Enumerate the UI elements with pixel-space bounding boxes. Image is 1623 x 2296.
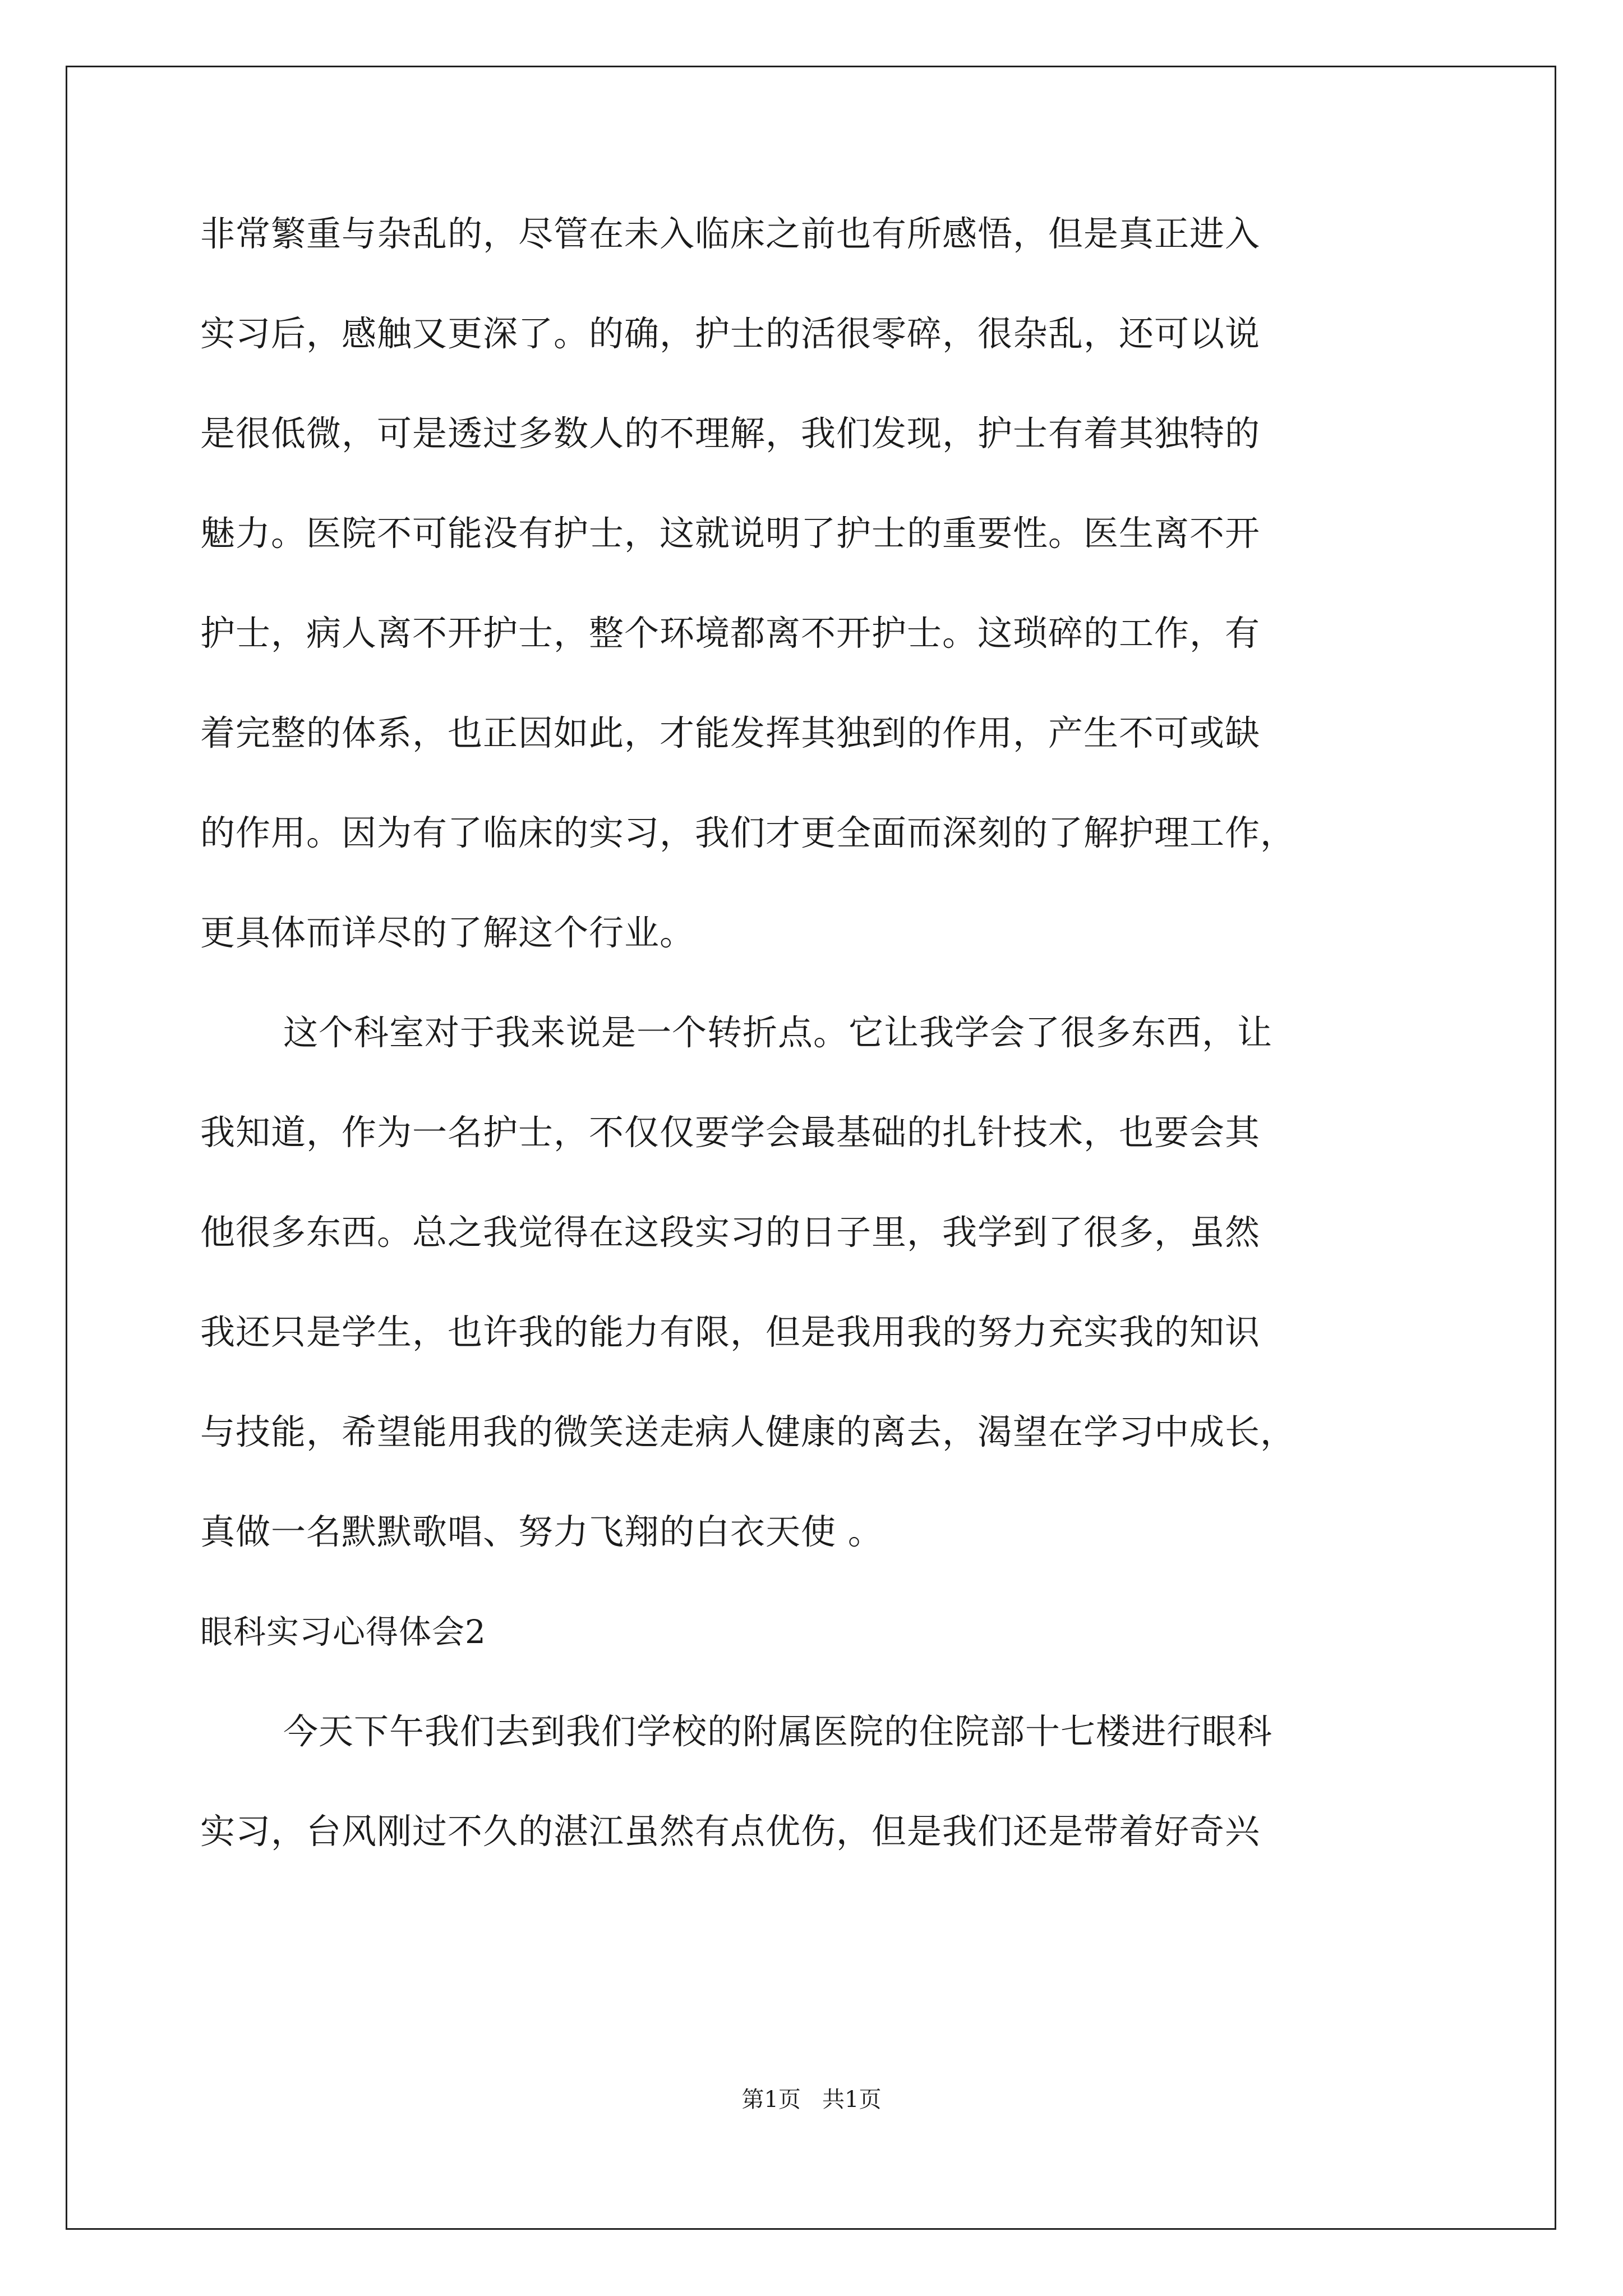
- text-line: 着完整的体系，也正因如此，才能发挥其独到的作用，产生不可或缺: [200, 712, 1261, 753]
- text-line: 我还只是学生，也许我的能力有限，但是我用我的努力充实我的知识: [200, 1312, 1261, 1352]
- text-line: 的作用。因为有了临床的实习，我们才更全面而深刻的了解护理工作，: [200, 812, 1296, 853]
- text-line: 魅力。医院不可能没有护士，这就说明了护士的重要性。医生离不开: [200, 513, 1261, 554]
- document-body: [200, 214, 1428, 1912]
- text-line: 他很多东西。总之我觉得在这段实习的日子里，我学到了很多，虽然: [200, 1212, 1261, 1253]
- section-heading: 眼科实习心得体会2: [200, 1613, 486, 1651]
- text-line: 实习后，感触又更深了。的确，护士的活很零碎，很杂乱，还可以说: [200, 313, 1261, 354]
- text-line: 护士，病人离不开护士，整个环境都离不开护士。这琐碎的工作，有: [200, 613, 1261, 654]
- text-line: 实习，台风刚过不久的湛江虽然有点优伤，但是我们还是带着好奇兴: [200, 1811, 1261, 1852]
- text-line: 今天下午我们去到我们学校的附属医院的住院部十七楼进行眼科: [283, 1711, 1273, 1752]
- text-line: 我知道，作为一名护士，不仅仅要学会最基础的扎针技术，也要会其: [200, 1112, 1261, 1153]
- text-line: 非常繁重与杂乱的，尽管在未入临床之前也有所感悟，但是真正进入: [200, 213, 1261, 254]
- text-line: 更具体而详尽的了解这个行业。: [200, 912, 695, 953]
- page-number-footer: 第1页 共1页: [741, 2087, 882, 2113]
- paragraph-2: [200, 1013, 1428, 1612]
- text-line: 是很低微，可是透过多数人的不理解，我们发现，护士有着其独特的: [200, 413, 1261, 454]
- text-line: 真做一名默默歌唱、努力飞翔的白衣天使 。: [200, 1511, 883, 1552]
- text-line: 这个科室对于我来说是一个转折点。它让我学会了很多东西，让: [283, 1012, 1273, 1053]
- paragraph-3: [200, 1712, 1428, 1912]
- text-line: 与技能，希望能用我的微笑送走病人健康的离去，渴望在学习中成长，: [200, 1411, 1296, 1452]
- paragraph-1: [200, 214, 1428, 1013]
